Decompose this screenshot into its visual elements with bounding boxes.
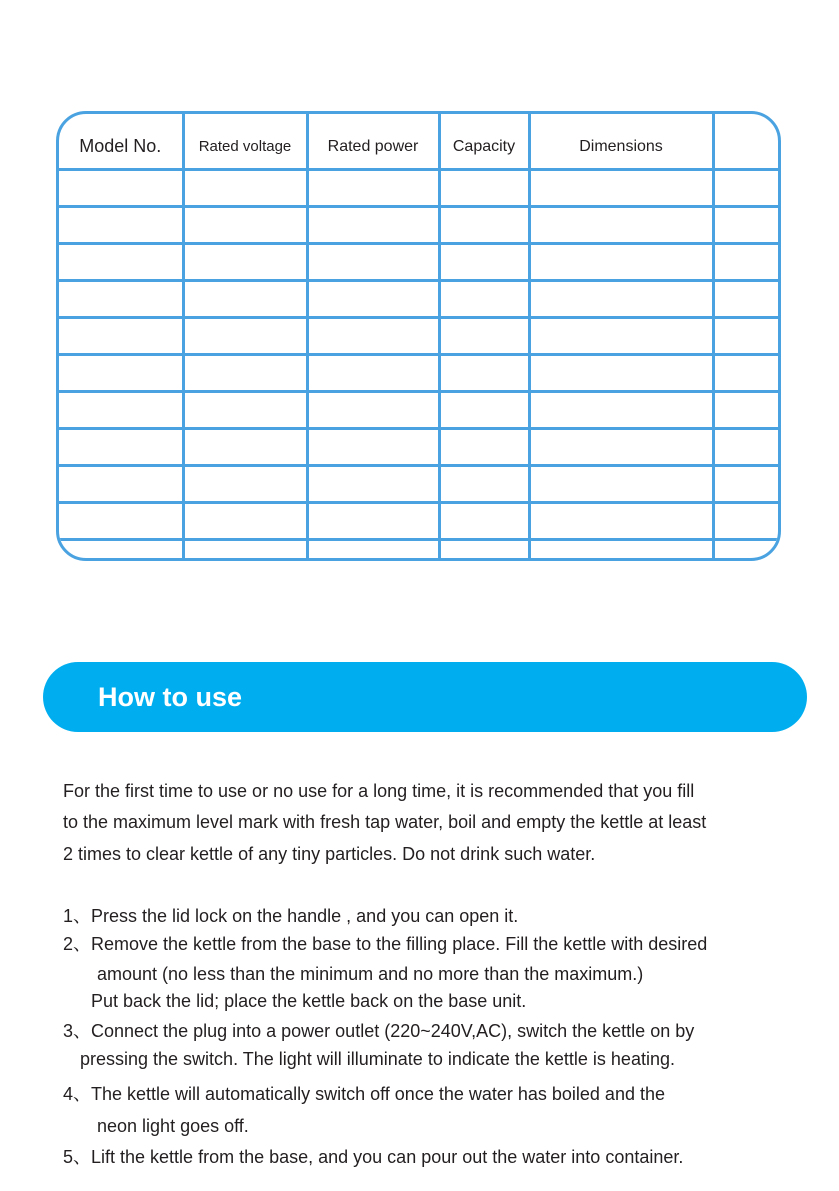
- section-title: How to use: [98, 682, 243, 712]
- spec-cell: [439, 280, 529, 317]
- spec-cell: [439, 243, 529, 280]
- step-line: 2、Remove the kettle from the base to the filling place. Fill the kettle with desired: [63, 934, 708, 954]
- spec-row: [59, 243, 781, 280]
- spec-cell: [183, 465, 307, 502]
- spec-cell: [439, 206, 529, 243]
- spec-cell: [307, 280, 439, 317]
- spec-cell: [713, 539, 781, 558]
- spec-cell: [183, 428, 307, 465]
- spec-row: [59, 465, 781, 502]
- spec-cell: [59, 465, 183, 502]
- spec-cell: [529, 391, 713, 428]
- step-line: 4、The kettle will automatically switch off once the water has boiled and the: [63, 1084, 665, 1104]
- intro-line: to the maximum level mark with fresh tap water, boil and empty the kettle at least: [63, 812, 707, 832]
- spec-cell: [59, 391, 183, 428]
- spec-cell: [439, 428, 529, 465]
- spec-cell: [307, 465, 439, 502]
- header-rated-power: Rated power: [307, 114, 439, 169]
- spec-cell: [713, 354, 781, 391]
- spec-cell: [307, 354, 439, 391]
- spec-cell: [183, 317, 307, 354]
- spec-cell: [713, 465, 781, 502]
- spec-cell: [439, 354, 529, 391]
- step-line: 1、Press the lid lock on the handle , and you can open it.: [63, 906, 519, 926]
- spec-cell: [529, 206, 713, 243]
- spec-row: [59, 539, 781, 558]
- spec-cell: [59, 317, 183, 354]
- spec-cell: [439, 169, 529, 206]
- spec-row: [59, 169, 781, 206]
- spec-cell: [59, 243, 183, 280]
- spec-cell: [529, 317, 713, 354]
- spec-grid: [59, 114, 781, 558]
- spec-cell: [183, 539, 307, 558]
- spec-cell: [529, 502, 713, 539]
- step-line: amount (no less than the minimum and no more than the maximum.): [97, 964, 644, 984]
- spec-cell: [439, 317, 529, 354]
- spec-cell: [439, 539, 529, 558]
- spec-cell: [183, 280, 307, 317]
- spec-cell: [59, 280, 183, 317]
- spec-cell: [713, 428, 781, 465]
- spec-cell: [183, 502, 307, 539]
- spec-cell: [307, 169, 439, 206]
- spec-cell: [59, 354, 183, 391]
- spec-table: [56, 111, 781, 561]
- spec-cell: [183, 169, 307, 206]
- spec-header-row: [59, 114, 781, 169]
- spec-cell: [713, 391, 781, 428]
- spec-cell: [59, 169, 183, 206]
- spec-cell: [307, 317, 439, 354]
- header-blank: [713, 114, 781, 169]
- spec-cell: [183, 354, 307, 391]
- step-line: 3、Connect the plug into a power outlet (220~240V,AC), switch the kettle on by: [63, 1021, 695, 1041]
- spec-cell: [59, 206, 183, 243]
- spec-cell: [59, 502, 183, 539]
- spec-cell: [529, 243, 713, 280]
- spec-cell: [59, 539, 183, 558]
- step-line: pressing the switch. The light will illuminate to indicate the kettle is heating.: [80, 1049, 675, 1069]
- spec-cell: [529, 280, 713, 317]
- step-line: 5、Lift the kettle from the base, and you can pour out the water into container.: [63, 1147, 684, 1167]
- header-dimensions: Dimensions: [529, 114, 713, 169]
- spec-cell: [307, 428, 439, 465]
- intro-line: 2 times to clear kettle of any tiny particles. Do not drink such water.: [63, 844, 596, 864]
- spec-cell: [439, 502, 529, 539]
- header-model-no: Model No.: [59, 114, 183, 169]
- spec-cell: [439, 465, 529, 502]
- header-capacity: Capacity: [439, 114, 529, 169]
- spec-row: [59, 354, 781, 391]
- step-line: neon light goes off.: [97, 1116, 249, 1136]
- step-line: Put back the lid; place the kettle back on the base unit.: [91, 991, 527, 1011]
- spec-cell: [59, 428, 183, 465]
- spec-cell: [183, 206, 307, 243]
- spec-cell: [307, 243, 439, 280]
- spec-cell: [713, 243, 781, 280]
- spec-cell: [307, 539, 439, 558]
- spec-cell: [529, 354, 713, 391]
- header-rated-voltage: Rated voltage: [183, 114, 307, 169]
- spec-row: [59, 428, 781, 465]
- spec-cell: [529, 465, 713, 502]
- spec-cell: [529, 539, 713, 558]
- spec-cell: [713, 169, 781, 206]
- spec-cell: [307, 502, 439, 539]
- spec-cell: [529, 428, 713, 465]
- spec-cell: [529, 169, 713, 206]
- spec-cell: [713, 502, 781, 539]
- intro-line: For the first time to use or no use for a long time, it is recommended that you fill: [63, 781, 695, 801]
- spec-row: [59, 280, 781, 317]
- spec-row: [59, 502, 781, 539]
- spec-cell: [713, 317, 781, 354]
- how-to-use-banner: [43, 662, 807, 732]
- spec-cell: [713, 206, 781, 243]
- spec-row: [59, 391, 781, 428]
- spec-cell: [307, 206, 439, 243]
- spec-row: [59, 317, 781, 354]
- spec-cell: [183, 243, 307, 280]
- spec-cell: [713, 280, 781, 317]
- spec-row: [59, 206, 781, 243]
- spec-cell: [183, 391, 307, 428]
- spec-body: [59, 169, 781, 558]
- spec-cell: [307, 391, 439, 428]
- spec-cell: [439, 391, 529, 428]
